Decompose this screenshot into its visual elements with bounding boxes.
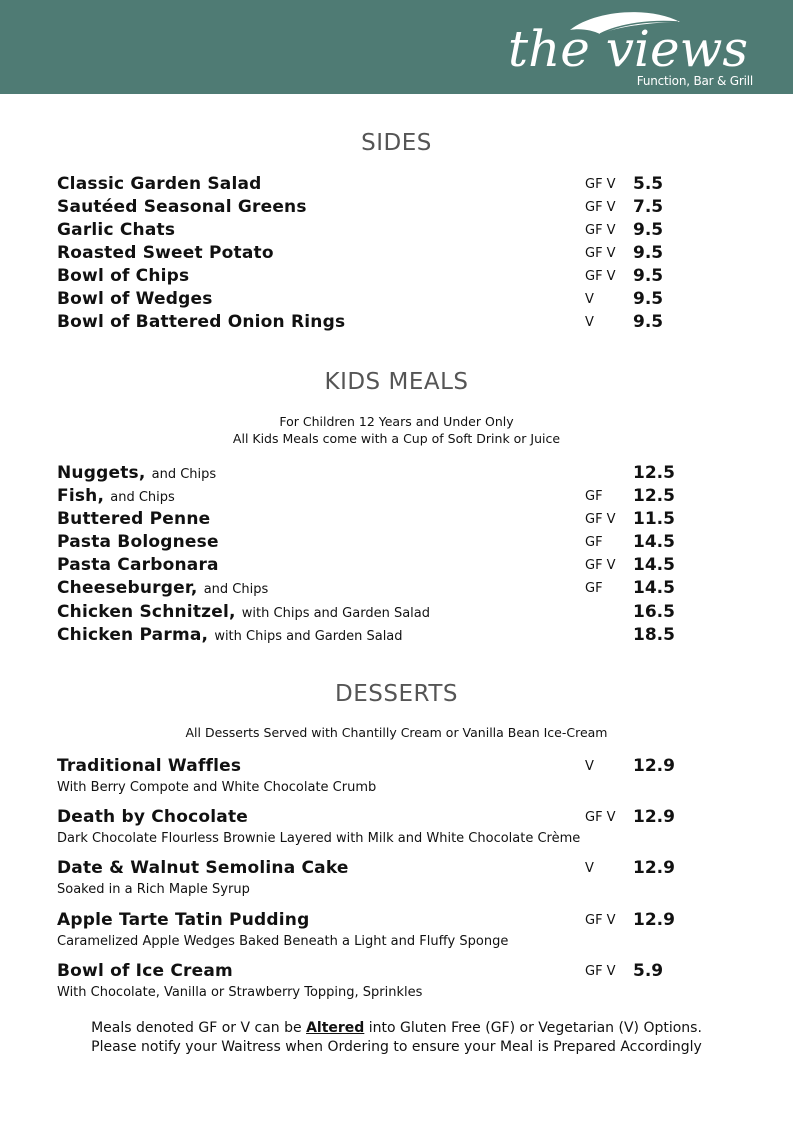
item-price: 11.5	[633, 509, 675, 529]
item-name: Nuggets, and Chips	[57, 463, 217, 483]
sides-item	[0, 197, 793, 220]
item-price: 12.9	[633, 807, 675, 827]
item-price: 12.5	[633, 463, 675, 483]
dessert-item	[0, 807, 793, 830]
sides-item	[0, 174, 793, 197]
dietary-tags: GF V	[585, 913, 616, 928]
desserts-note: All Desserts Served with Chantilly Cream or Vanilla Bean Ice-Cream	[185, 725, 608, 740]
item-name: Bowl of Wedges	[57, 289, 213, 309]
kids-note-drink: All Kids Meals come with a Cup of Soft Drink or Juice	[232, 431, 561, 446]
desserts-title: DESSERTS	[335, 681, 458, 707]
dietary-tags: V	[585, 861, 594, 876]
item-name: Bowl of Battered Onion Rings	[57, 312, 346, 332]
item-name: Cheeseburger, and Chips	[57, 578, 269, 598]
kids-item	[0, 463, 793, 486]
dietary-tags: GF V	[585, 223, 616, 238]
kids-item	[0, 602, 793, 625]
dietary-tags: GF V	[585, 177, 616, 192]
footer-line-1: Meals denoted GF or V can be Altered into Gluten Free (GF) or Vegetarian (V) Options.	[91, 1020, 702, 1036]
item-name: Sautéed Seasonal Greens	[57, 197, 307, 217]
kids-item	[0, 578, 793, 601]
item-name: Chicken Parma, with Chips and Garden Salad	[57, 625, 403, 645]
dietary-tags: GF	[585, 489, 603, 504]
footer-line-2: Please notify your Waitress when Ordering to ensure your Meal is Prepared Accordingly	[91, 1039, 702, 1055]
item-name: Bowl of Ice Cream	[57, 961, 233, 981]
item-name: Garlic Chats	[57, 220, 176, 240]
item-price: 9.5	[633, 312, 664, 332]
sides-title: SIDES	[361, 130, 432, 156]
item-description: With Berry Compote and White Chocolate Crumb	[57, 780, 377, 795]
dietary-tags: GF V	[585, 512, 616, 527]
item-price: 7.5	[633, 197, 664, 217]
item-price: 12.5	[633, 486, 675, 506]
item-subtitle: and Chips	[151, 467, 217, 482]
item-price: 14.5	[633, 555, 675, 575]
dessert-item	[0, 961, 793, 984]
kids-title: KIDS MEALS	[324, 369, 469, 395]
item-price: 12.9	[633, 756, 675, 776]
item-description: Caramelized Apple Wedges Baked Beneath a Light and Fluffy Sponge	[57, 934, 509, 949]
dietary-tags: V	[585, 315, 594, 330]
kids-item	[0, 486, 793, 509]
logo-wordmark: the views	[508, 20, 749, 78]
leaf-logo-icon	[500, 8, 785, 78]
dietary-tags: GF V	[585, 810, 616, 825]
item-price: 9.5	[633, 243, 664, 263]
dietary-tags: GF V	[585, 964, 616, 979]
item-name: Fish, and Chips	[57, 486, 175, 506]
brand-tagline: Function, Bar & Grill	[636, 74, 753, 88]
item-price: 9.5	[633, 266, 664, 286]
item-subtitle: and Chips	[203, 582, 269, 597]
dietary-tags: GF V	[585, 246, 616, 261]
item-name: Pasta Bolognese	[57, 532, 219, 552]
item-price: 9.5	[633, 220, 664, 240]
dessert-item	[0, 910, 793, 933]
sides-item	[0, 266, 793, 289]
sides-item	[0, 243, 793, 266]
item-price: 14.5	[633, 578, 675, 598]
dietary-tags: GF V	[585, 200, 616, 215]
item-subtitle: and Chips	[110, 490, 175, 505]
item-name: Pasta Carbonara	[57, 555, 219, 575]
item-name: Buttered Penne	[57, 509, 211, 529]
item-description: Soaked in a Rich Maple Syrup	[57, 882, 250, 897]
item-price: 16.5	[633, 602, 675, 622]
header-banner	[0, 0, 793, 94]
item-name: Classic Garden Salad	[57, 174, 262, 194]
item-price: 5.9	[633, 961, 664, 981]
item-price: 14.5	[633, 532, 675, 552]
item-name: Death by Chocolate	[57, 807, 248, 827]
footer-note	[0, 1019, 793, 1057]
item-price: 9.5	[633, 289, 664, 309]
kids-item	[0, 532, 793, 555]
dietary-tags: GF	[585, 581, 603, 596]
dietary-tags: V	[585, 759, 594, 774]
item-price: 5.5	[633, 174, 664, 194]
item-price: 12.9	[633, 858, 675, 878]
kids-item	[0, 509, 793, 532]
kids-item	[0, 555, 793, 578]
item-description: Dark Chocolate Flourless Brownie Layered with Milk and White Chocolate Crème	[57, 831, 581, 846]
item-name: Roasted Sweet Potato	[57, 243, 274, 263]
kids-item	[0, 625, 793, 648]
dessert-item	[0, 756, 793, 779]
item-name: Apple Tarte Tatin Pudding	[57, 910, 310, 930]
sides-item	[0, 220, 793, 243]
dietary-tags: GF	[585, 535, 603, 550]
dietary-tags: GF V	[585, 558, 616, 573]
sides-item	[0, 312, 793, 335]
dessert-item	[0, 858, 793, 881]
item-subtitle: with Chips and Garden Salad	[214, 629, 403, 644]
sides-item	[0, 289, 793, 312]
dietary-tags: V	[585, 292, 594, 307]
item-price: 12.9	[633, 910, 675, 930]
kids-note-age: For Children 12 Years and Under Only	[279, 414, 514, 429]
item-price: 18.5	[633, 625, 675, 645]
item-name: Date & Walnut Semolina Cake	[57, 858, 349, 878]
dietary-tags: GF V	[585, 269, 616, 284]
item-description: With Chocolate, Vanilla or Strawberry Topping, Sprinkles	[57, 985, 423, 1000]
item-name: Bowl of Chips	[57, 266, 190, 286]
item-subtitle: with Chips and Garden Salad	[241, 606, 431, 621]
item-name: Traditional Waffles	[57, 756, 242, 776]
item-name: Chicken Schnitzel, with Chips and Garden Salad	[57, 602, 431, 622]
altered-emphasis: Altered	[306, 1020, 365, 1036]
